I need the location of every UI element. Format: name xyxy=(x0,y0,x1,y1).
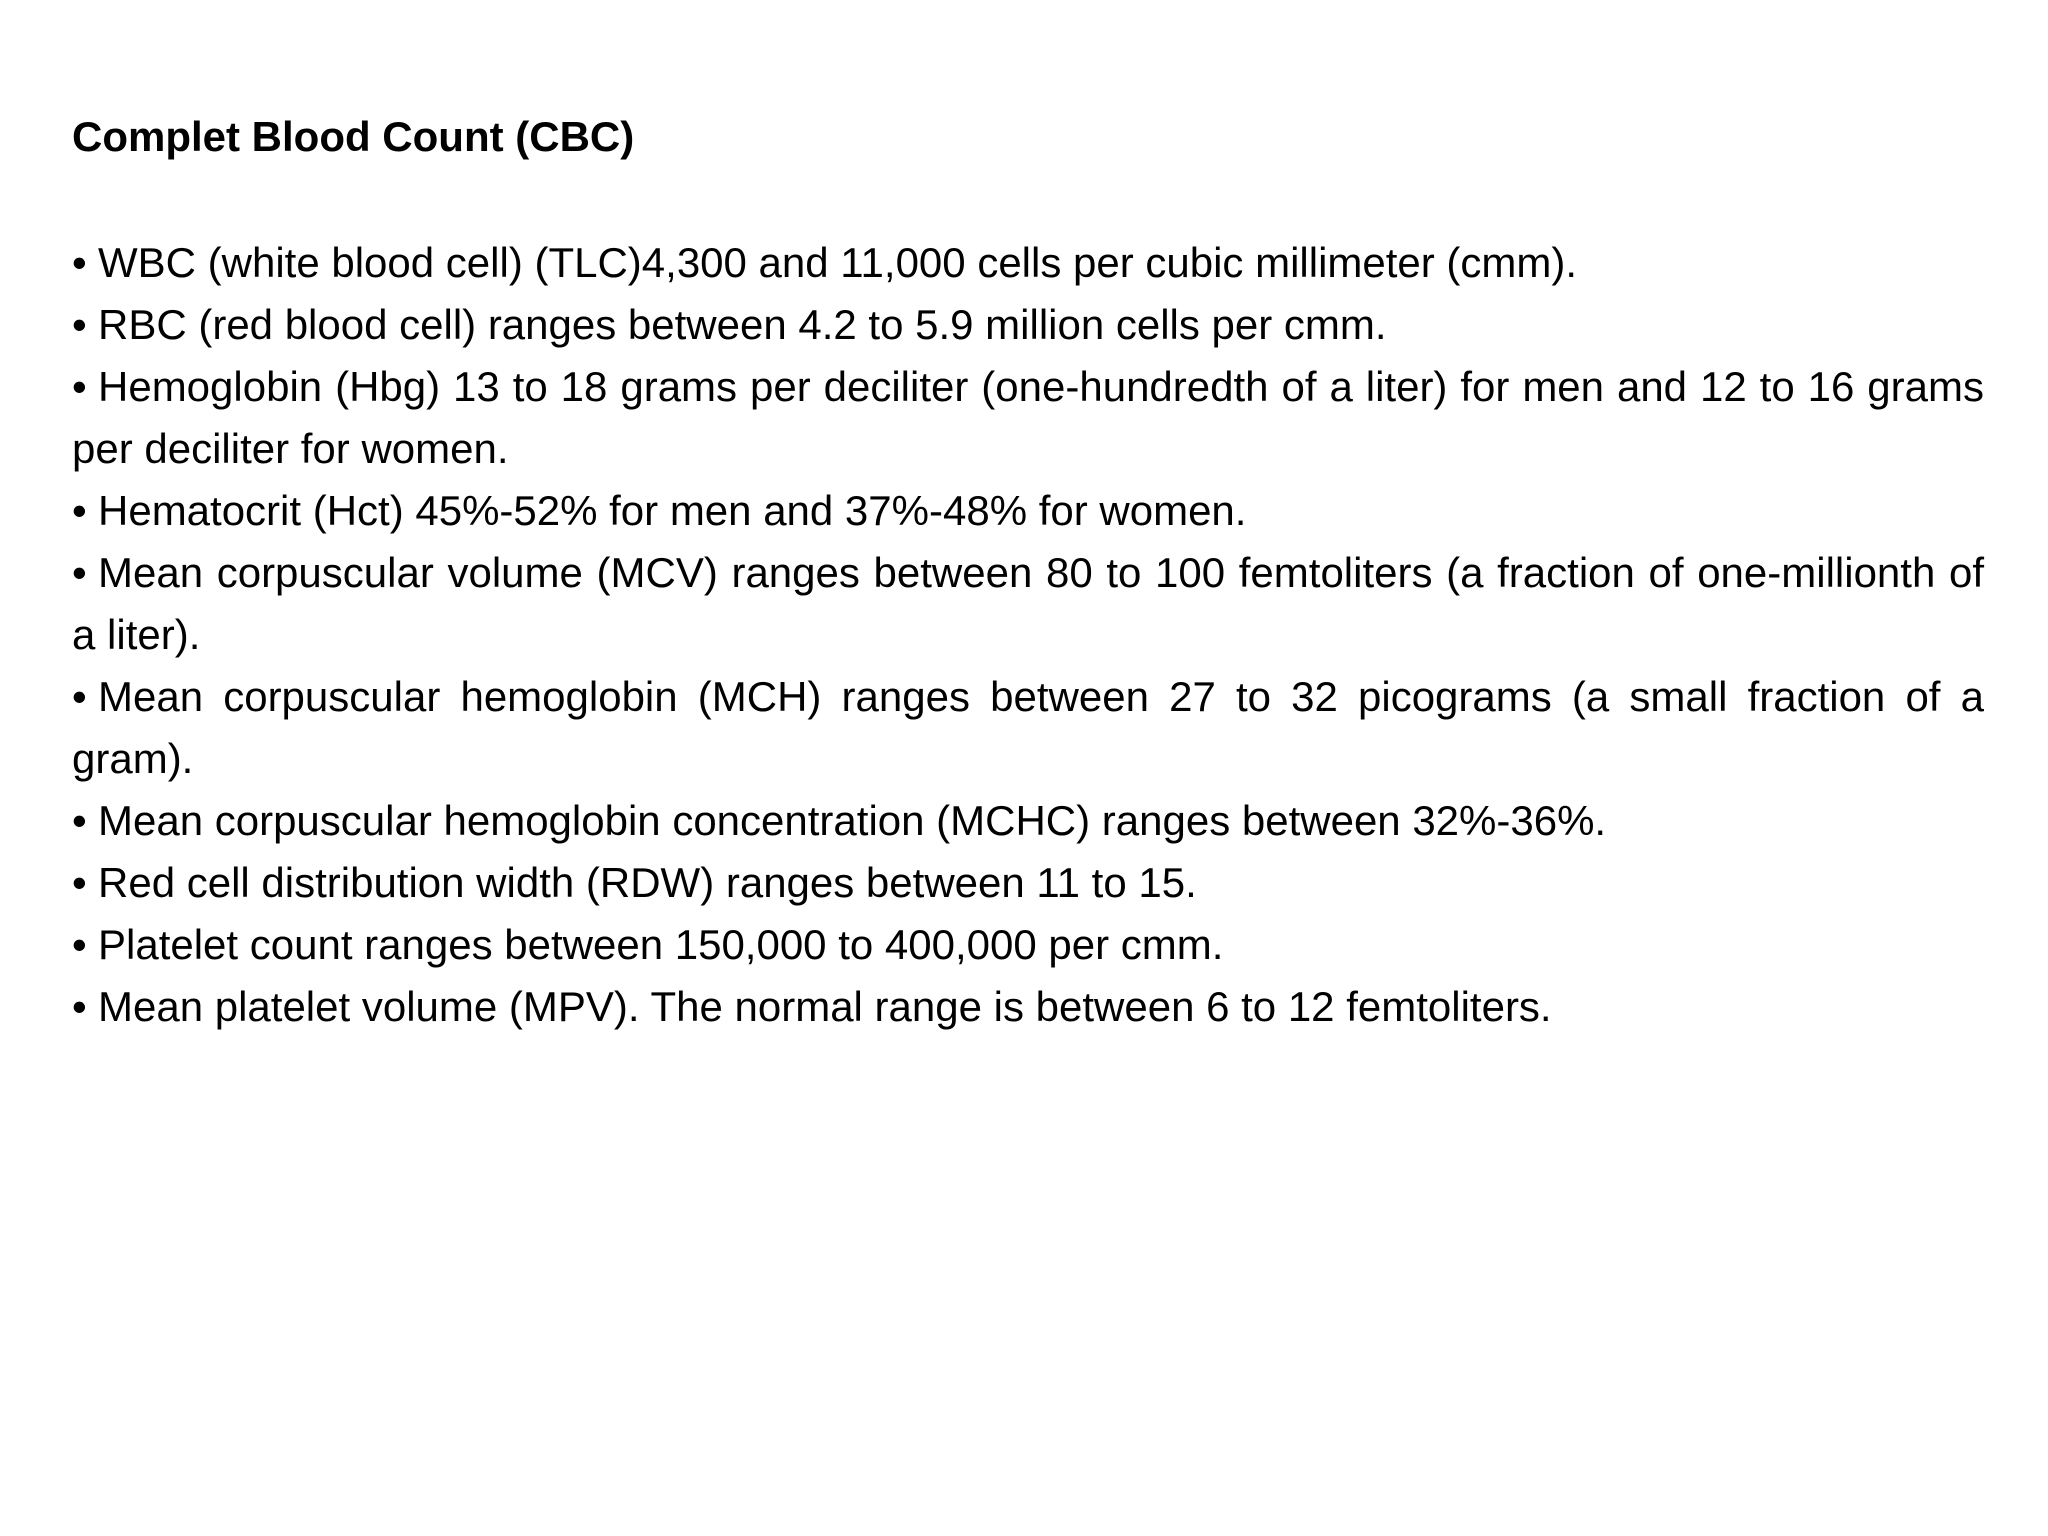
bullet-marker: • xyxy=(72,363,87,411)
bullet-rdw xyxy=(72,852,1984,914)
bullet-rbc xyxy=(72,294,1984,356)
bullet-marker: • xyxy=(72,921,87,969)
document-title: Complet Blood Count (CBC) xyxy=(72,113,635,160)
bullet-text-rbc: RBC (red blood cell) ranges between 4.2 to 5.9 million cells per cmm. xyxy=(98,301,1387,349)
bullet-text-hematocrit: Hematocrit (Hct) 45%-52% for men and 37%-48% for women. xyxy=(98,487,1247,535)
document-page xyxy=(72,112,1984,1038)
bullet-text-mpv: Mean platelet volume (MPV). The normal range is between 6 to 12 femtoliters. xyxy=(98,983,1552,1031)
bullet-text-wbc: WBC (white blood cell) (TLC)4,300 and 11,000 cells per cubic millimeter (cmm). xyxy=(98,239,1578,287)
bullet-marker: • xyxy=(72,859,87,907)
bullet-hemoglobin xyxy=(72,356,1984,480)
bullet-marker: • xyxy=(72,487,87,535)
bullet-marker: • xyxy=(72,549,87,597)
bullet-marker: • xyxy=(72,239,87,287)
bullet-text-mchc: Mean corpuscular hemoglobin concentration (MCHC) ranges between 32%-36%. xyxy=(98,797,1607,845)
bullet-mchc xyxy=(72,790,1984,852)
bullet-marker: • xyxy=(72,983,87,1031)
bullet-text-hemoglobin: Hemoglobin (Hbg) 13 to 18 grams per deciliter (one-hundredth of a liter) for men and 12 to 16 grams per deciliter for women. xyxy=(72,363,1984,473)
bullet-marker: • xyxy=(72,797,87,845)
cbc-reference-list xyxy=(72,232,1984,1038)
bullet-text-rdw: Red cell distribution width (RDW) ranges between 11 to 15. xyxy=(98,859,1197,907)
bullet-text-mcv: Mean corpuscular volume (MCV) ranges between 80 to 100 femtoliters (a fraction of one-millionth of a liter). xyxy=(72,549,1984,659)
bullet-marker: • xyxy=(72,673,87,721)
bullet-hematocrit xyxy=(72,480,1984,542)
bullet-mcv xyxy=(72,542,1984,666)
bullet-mch xyxy=(72,666,1984,790)
bullet-platelet-count xyxy=(72,914,1984,976)
bullet-marker: • xyxy=(72,301,87,349)
bullet-wbc xyxy=(72,232,1984,294)
bullet-text-mch: Mean corpuscular hemoglobin (MCH) ranges between 27 to 32 picograms (a small fraction of a gram). xyxy=(72,673,1984,783)
bullet-text-platelet-count: Platelet count ranges between 150,000 to 400,000 per cmm. xyxy=(98,921,1224,969)
bullet-mpv xyxy=(72,976,1984,1038)
